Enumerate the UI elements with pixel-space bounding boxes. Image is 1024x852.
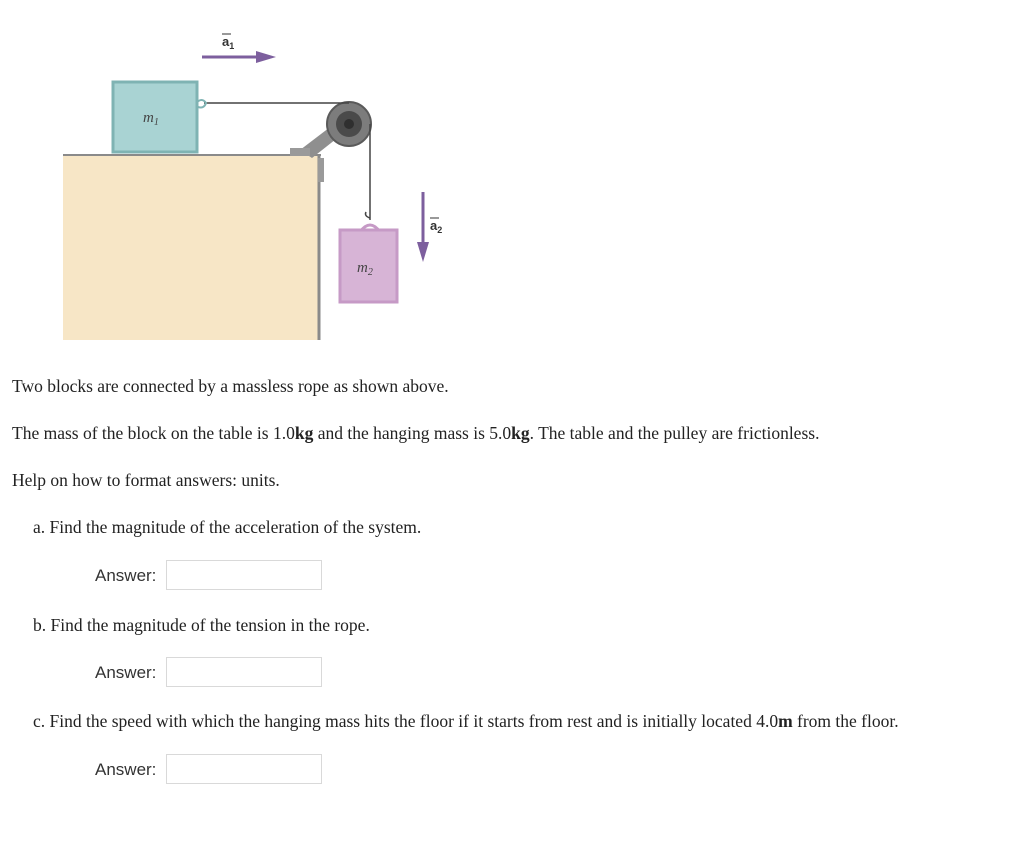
distance-value: 4.0 xyxy=(756,711,779,731)
table xyxy=(63,155,319,340)
answer-a-input[interactable] xyxy=(166,560,322,590)
answer-c-input[interactable] xyxy=(166,754,322,784)
intro-line-2 xyxy=(12,422,819,444)
answer-a-label: Answer: xyxy=(95,566,157,585)
a1-label: $a_1$ xyxy=(222,34,235,51)
help-text: Help on how to format answers: units. xyxy=(12,470,280,490)
mass2-value: 5.0 xyxy=(489,423,512,443)
m1-label: $m_1$ xyxy=(143,110,159,128)
question-b: b. Find the magnitude of the tension in the rope. xyxy=(33,615,370,635)
mass1-unit: kg xyxy=(294,423,314,443)
arrow-a1-head xyxy=(256,51,276,63)
block-m2 xyxy=(340,230,397,302)
question-c xyxy=(33,710,899,732)
intro-line-2-c: . The table and the pulley are frictionless. xyxy=(529,423,820,443)
answer-b-label: Answer: xyxy=(95,663,157,682)
physics-diagram xyxy=(0,0,1024,350)
question-a: a. Find the magnitude of the acceleration of the system. xyxy=(33,517,422,537)
distance-unit: m xyxy=(778,711,793,731)
intro-line-2-b: and the hanging mass is xyxy=(313,423,490,443)
a2-label: $a_2$ xyxy=(430,218,443,235)
question-c-a: c. Find the speed with which the hanging mass hits the floor if it starts from rest and is initially located xyxy=(33,711,757,731)
question-c-b: from the floor. xyxy=(792,711,899,731)
intro-line-1: Two blocks are connected by a massless rope as shown above. xyxy=(12,376,449,396)
intro-line-2-a: The mass of the block on the table is xyxy=(12,423,273,443)
mass2-unit: kg xyxy=(511,423,530,443)
answer-b-input[interactable] xyxy=(166,657,322,687)
pulley-clamp xyxy=(290,148,310,156)
answer-c-label: Answer: xyxy=(95,760,157,779)
m2-label: $m_2$ xyxy=(357,260,373,278)
arrow-a2-head xyxy=(417,242,429,262)
pulley-clamp-side xyxy=(318,158,324,182)
pulley-axle xyxy=(344,119,354,129)
mass1-value: 1.0 xyxy=(272,423,295,443)
